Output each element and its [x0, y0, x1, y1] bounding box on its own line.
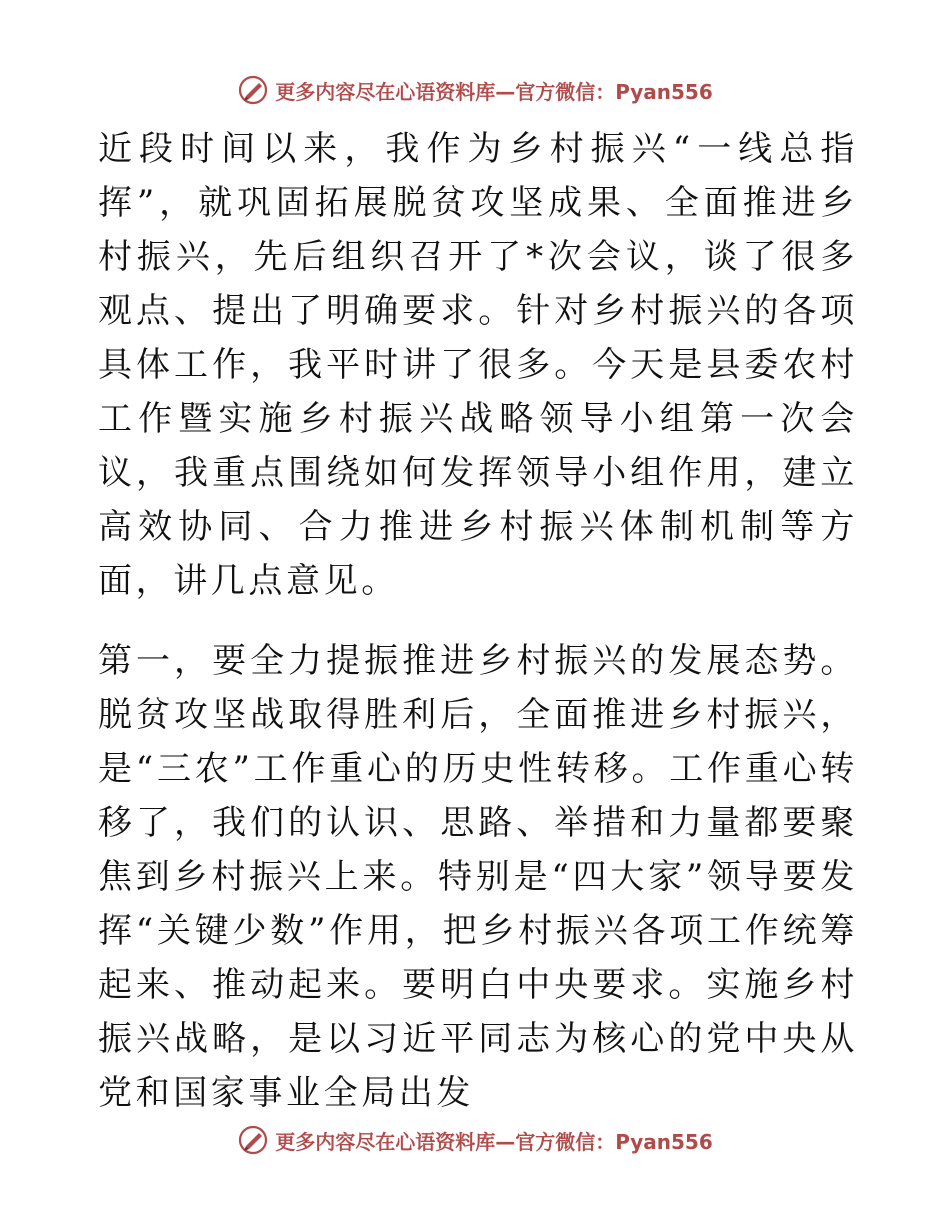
footer-watermark [0, 1120, 950, 1160]
footer-watermark-text: 更多内容尽在心语资料库—官方微信：Pyan556 [275, 1129, 713, 1154]
paragraph-1: 近段时间以来，我作为乡村振兴“一线总指挥”，就巩固拓展脱贫攻坚成果、全面推进乡村振兴，先后组织召开了*次会议，谈了很多观点、提出了明确要求。针对乡村振兴的各项具体工作，我平时讲了很多。今天是县委农村工作暨实施乡村振兴战略领导小组第一次会议，我重点围绕如何发挥领导小组作用，建立高效协同、合力推进乡村振兴体制机制等方面，讲几点意见。 [98, 129, 858, 601]
header-watermark-text: 更多内容尽在心语资料库—官方微信：Pyan556 [275, 79, 713, 104]
pen-circle-logo-icon [237, 1124, 269, 1156]
header-watermark [0, 70, 950, 110]
pen-circle-logo-icon [237, 74, 269, 106]
paragraph-2: 第一，要全力提振推进乡村振兴的发展态势。脱贫攻坚战取得胜利后，全面推进乡村振兴，是“三农”工作重心的历史性转移。工作重心转移了，我们的认识、思路、举措和力量都要聚焦到乡村振兴上来。特别是“四大家”领导要发挥“关键少数”作用，把乡村振兴各项工作统筹起来、推动起来。要明白中央要求。实施乡村振兴战略，是以习近平同志为核心的党中央从党和国家事业全局出发 [98, 641, 858, 1113]
body-text [98, 122, 858, 1120]
